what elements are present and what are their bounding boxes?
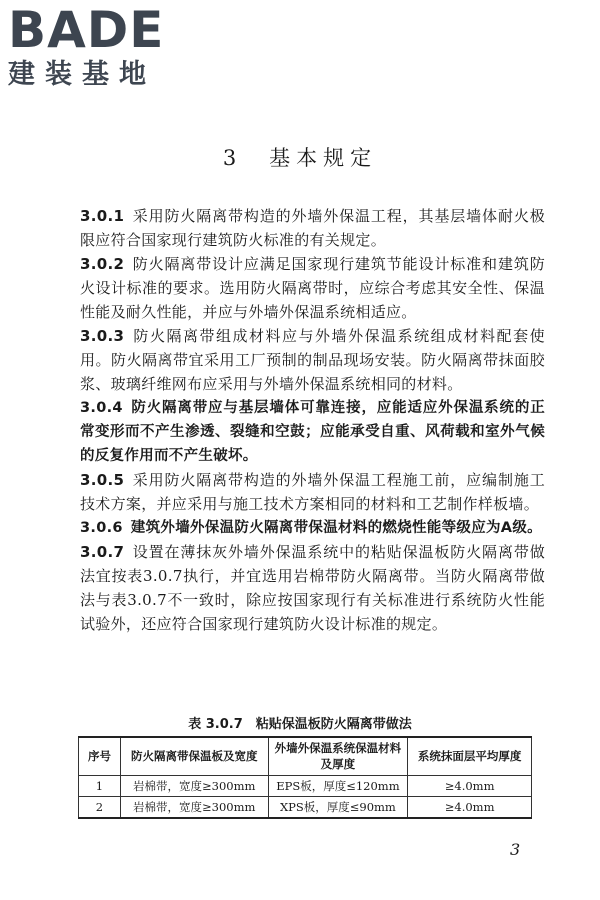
clause-3-0-1 (80, 204, 545, 252)
clause-3-0-4 (80, 396, 545, 468)
cell: ≥4.0mm (408, 796, 532, 818)
cell: 1 (79, 775, 121, 796)
header-insulation-material: 外墙外保温系统保温材料及厚度 (268, 737, 408, 775)
header-barrier-board: 防火隔离带保温板及宽度 (120, 737, 268, 775)
table-caption: 表 3.0.7 粘贴保温板防火隔离带做法 (188, 717, 412, 732)
clause-3-0-2 (80, 252, 545, 324)
clause-number: 3.0.5 (80, 471, 125, 489)
clause-text: 采用防火隔离带构造的外墙外保温工程施工前，应编制施工技术方案，并应采用与施工技术方案相同的材料和工艺制作样板墙。 (80, 471, 545, 513)
table-row (79, 796, 532, 818)
fire-barrier-table (78, 736, 532, 819)
cell: XPS板，厚度≤90mm (268, 796, 408, 818)
clause-number: 3.0.3 (80, 327, 125, 345)
clause-number: 3.0.4 (80, 400, 123, 416)
cell: ≥4.0mm (408, 775, 532, 796)
clause-3-0-5 (80, 468, 545, 516)
cell: 2 (79, 796, 121, 818)
clause-number: 3.0.6 (80, 520, 123, 536)
cell: 岩棉带，宽度≥300mm (120, 796, 268, 818)
clause-text: 设置在薄抹灰外墙外保温系统中的粘贴保温板防火隔离带做法宜按表3.0.7执行，并宜选用岩棉带防火隔离带。当防火隔离带做法与表3.0.7不一致时，除应按国家现行有关标准进行系统防火性能试验外，还应符合国家现行建筑防火设计标准的规定。 (80, 543, 545, 633)
clause-3-0-3 (80, 324, 545, 396)
logo-wordmark: BADE (8, 1, 165, 59)
table-header-row (79, 737, 532, 775)
logo (8, 1, 178, 90)
clause-text: 防火隔离带应与基层墙体可靠连接，应能适应外保温系统的正常变形而不产生渗透、裂缝和空鼓；应能承受自重、风荷载和室外气候的反复作用而不产生破坏。 (80, 400, 545, 464)
clause-3-0-6 (80, 516, 545, 540)
clause-number: 3.0.2 (80, 255, 125, 273)
logo-subtitle: 建装基地 (8, 59, 156, 90)
clause-list (80, 204, 545, 636)
header-render-thickness: 系统抹面层平均厚度 (408, 737, 532, 775)
header-index: 序号 (79, 737, 121, 775)
clause-number: 3.0.1 (80, 207, 125, 225)
chapter-title: 3 基本规定 (222, 146, 378, 170)
clause-3-0-7 (80, 540, 545, 636)
cell: EPS板，厚度≤120mm (268, 775, 408, 796)
clause-text: 防火隔离带组成材料应与外墙外保温系统组成材料配套使用。防火隔离带宜采用工厂预制的制品现场安装。防火隔离带抹面胶浆、玻璃纤维网布应采用与外墙外保温系统相同的材料。 (80, 327, 545, 393)
clause-text: 防火隔离带设计应满足国家现行建筑节能设计标准和建筑防火设计标准的要求。选用防火隔离带时，应综合考虑其安全性、保温性能及耐久性能，并应与外墙外保温系统相适应。 (80, 255, 545, 321)
clause-number: 3.0.7 (80, 543, 125, 561)
clause-text: 采用防火隔离带构造的外墙外保温工程，其基层墙体耐火极限应符合国家现行建筑防火标准的有关规定。 (80, 207, 545, 249)
cell: 岩棉带，宽度≥300mm (120, 775, 268, 796)
page-number: 3 (510, 840, 521, 859)
table-row (79, 775, 532, 796)
clause-text: 建筑外墙外保温防火隔离带保温材料的燃烧性能等级应为A级。 (130, 520, 542, 536)
